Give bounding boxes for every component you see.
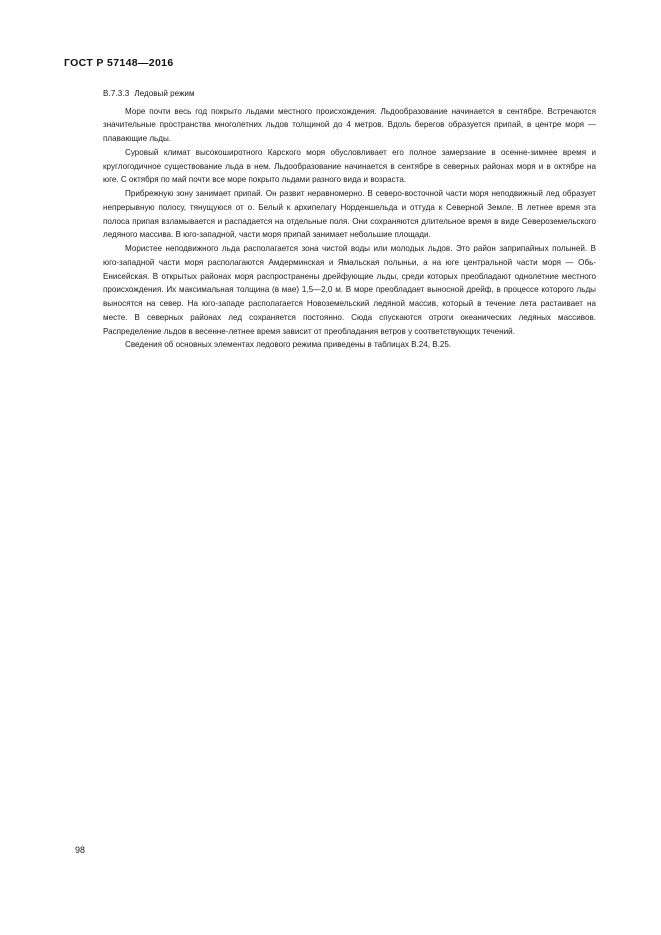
paragraph-2: Суровый климат высокоширотного Карского моря обусловливает его полное замерзание в осенне-зимнее время и круглогодичное существование льда в нем. Льдообразование начинается в сентябре в северных районах моря и в октябре на юге. С октября по май почти все море покрыто льдами разного вида и возраста. (103, 147, 596, 185)
paragraph-1: Море почти весь год покрыто льдами местного происхождения. Льдообразование начинается в сентябре. Встречаются значительные пространства многолетних льдов толщиной до 4 метров. Вдоль берегов образуется припай, в центре моря — плавающие льды. (103, 106, 596, 144)
page-body-column (103, 87, 596, 352)
clause-number: В.7.3.3 (103, 89, 130, 98)
clause-title: Ледовый режим (134, 89, 195, 98)
standard-running-header: ГОСТ Р 57148—2016 (64, 57, 174, 69)
paragraph-3: Прибрежную зону занимает припай. Он развит неравномерно. В северо-восточной части моря неподвижный лед образует непрерывную полосу, тянущуюся от о. Белый к архипелагу Норденшельда и оттуда к Северной Земле. В летнее время эта полоса припая взламывается и распадается на отдельные поля. Они сохраняются длительное время в виде Североземельского ледяного массива. В юго-западной, части моря припай занимает небольшие площади. (103, 189, 596, 240)
page-number: 98 (75, 845, 86, 855)
paragraph-4: Мористее неподвижного льда располагается зона чистой воды или молодых льдов. Это район заприпайных полыней. В юго-западной части моря располагаются Амдерминская и Ямальская полыньи, а на юге центральной части моря — Обь-Енисейская. В открытых районах моря распространены дрейфующие льды, среди которых преобладают однолетние местного происхождения. Их максимальная толщина (в мае) 1,5—2,0 м. В море преобладает выносной дрейф, в процессе которого льды выносятся на север. На юго-западе располагается Новоземельский ледяной массив, который в течение лета растаивает на месте. В северных районах лед сохраняется постоянно. Сюда спускаются отроги океанических ледяных массивов. Распределение льдов в весенне-летнее время зависит от преобладания ветров у соответствующих течений. (103, 244, 596, 336)
clause-heading (103, 87, 596, 101)
paragraph-5: Сведения об основных элементах ледового режима приведены в таблицах В.24, В.25. (125, 340, 452, 350)
